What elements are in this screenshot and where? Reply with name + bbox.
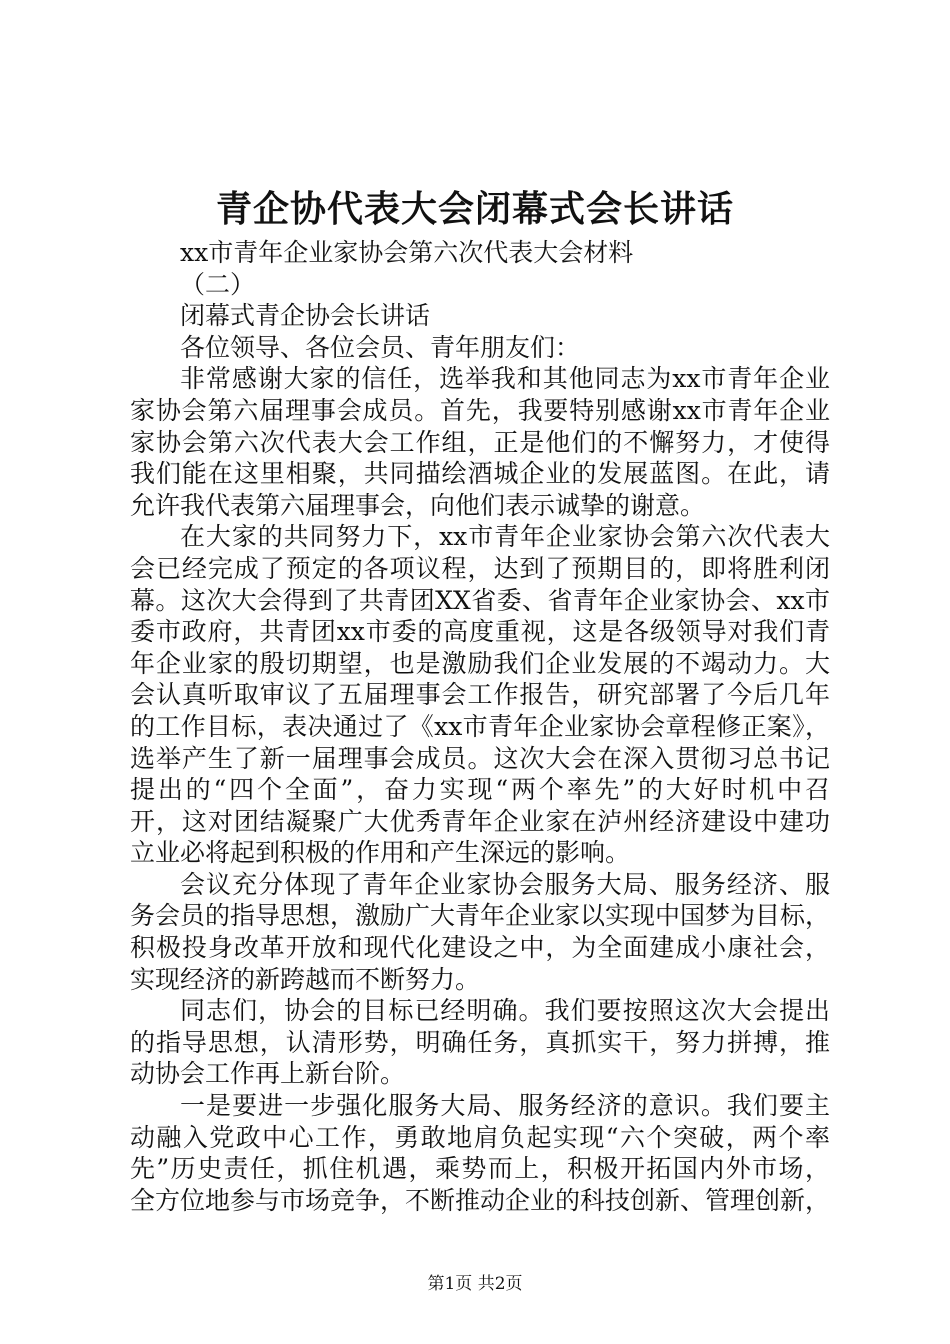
text-line: 非常感谢大家的信任，选举我和其他同志为xx市青年企业: [180, 364, 830, 394]
text-line: 选举产生了新一届理事会成员。这次大会在深入贯彻习总书记: [130, 743, 830, 773]
document-body: [130, 237, 830, 1216]
text-line: 允许我代表第六届理事会，向他们表示诚挚的谢意。: [130, 490, 706, 520]
text-line: 积极投身改革开放和现代化建设之中，为全面建成小康社会，: [130, 933, 830, 963]
text-line: 会已经完成了预定的各项议程，达到了预期目的，即将胜利闭: [130, 553, 830, 583]
text-line: 动融入党政中心工作，勇敢地肩负起实现“六个突破，两个率: [130, 1122, 830, 1152]
text-line: 的指导思想，认清形势，明确任务，真抓实干，努力拼搏，推: [130, 1027, 830, 1057]
text-line: 会议充分体现了青年企业家协会服务大局、服务经济、服: [180, 869, 830, 899]
text-line: xx市青年企业家协会第六次代表大会材料: [180, 238, 634, 267]
text-line: 提出的“四个全面”，奋力实现“两个率先”的大好时机中召: [130, 775, 830, 805]
document-title: 青企协代表大会闭幕式会长讲话: [215, 188, 734, 230]
text-line: 全方位地参与市场竞争，不断推动企业的科技创新、管理创新，: [130, 1185, 831, 1215]
text-line: 动协会工作再上新台阶。: [130, 1059, 406, 1089]
text-line: 先”历史责任，抓住机遇，乘势而上，积极开拓国内外市场，: [130, 1154, 830, 1184]
text-line: 年企业家的殷切期望，也是激励我们企业发展的不竭动力。大: [130, 648, 830, 678]
text-line: 实现经济的新跨越而不断努力。: [130, 964, 481, 994]
text-line: 在大家的共同努力下，xx市青年企业家协会第六次代表大: [180, 522, 830, 552]
text-line: （二）: [180, 269, 256, 299]
text-line: 一是要进一步强化服务大局、服务经济的意识。我们要主: [180, 1091, 830, 1121]
text-line: 家协会第六次代表大会工作组，正是他们的不懈努力，才使得: [130, 427, 830, 457]
text-line: 立业必将起到积极的作用和产生深远的影响。: [130, 838, 631, 868]
text-line: 家协会第六届理事会成员。首先，我要特别感谢xx市青年企业: [130, 395, 830, 425]
text-line: 各位领导、各位会员、青年朋友们：: [180, 332, 581, 362]
text-line: 我们能在这里相聚，共同描绘酒城企业的发展蓝图。在此，请: [130, 459, 830, 489]
text-line: 幕。这次大会得到了共青团XX省委、省青年企业家协会、xx市: [130, 585, 830, 615]
text-line: 开，这对团结凝聚广大优秀青年企业家在泸州经济建设中建功: [130, 806, 830, 836]
text-line: 务会员的指导思想，激励广大青年企业家以实现中国梦为目标，: [130, 901, 831, 931]
text-line: 委市政府，共青团xx市委的高度重视，这是各级领导对我们青: [130, 617, 830, 647]
page-footer: 第1页 共2页: [427, 1274, 523, 1294]
text-line: 闭幕式青企协会长讲话: [180, 301, 431, 331]
text-line: 同志们，协会的目标已经明确。我们要按照这次大会提出: [180, 996, 830, 1026]
text-line: 的工作目标，表决通过了《xx市青年企业家协会章程修正案》，: [130, 711, 830, 741]
text-line: 会认真听取审议了五届理事会工作报告，研究部署了今后几年: [130, 680, 830, 710]
